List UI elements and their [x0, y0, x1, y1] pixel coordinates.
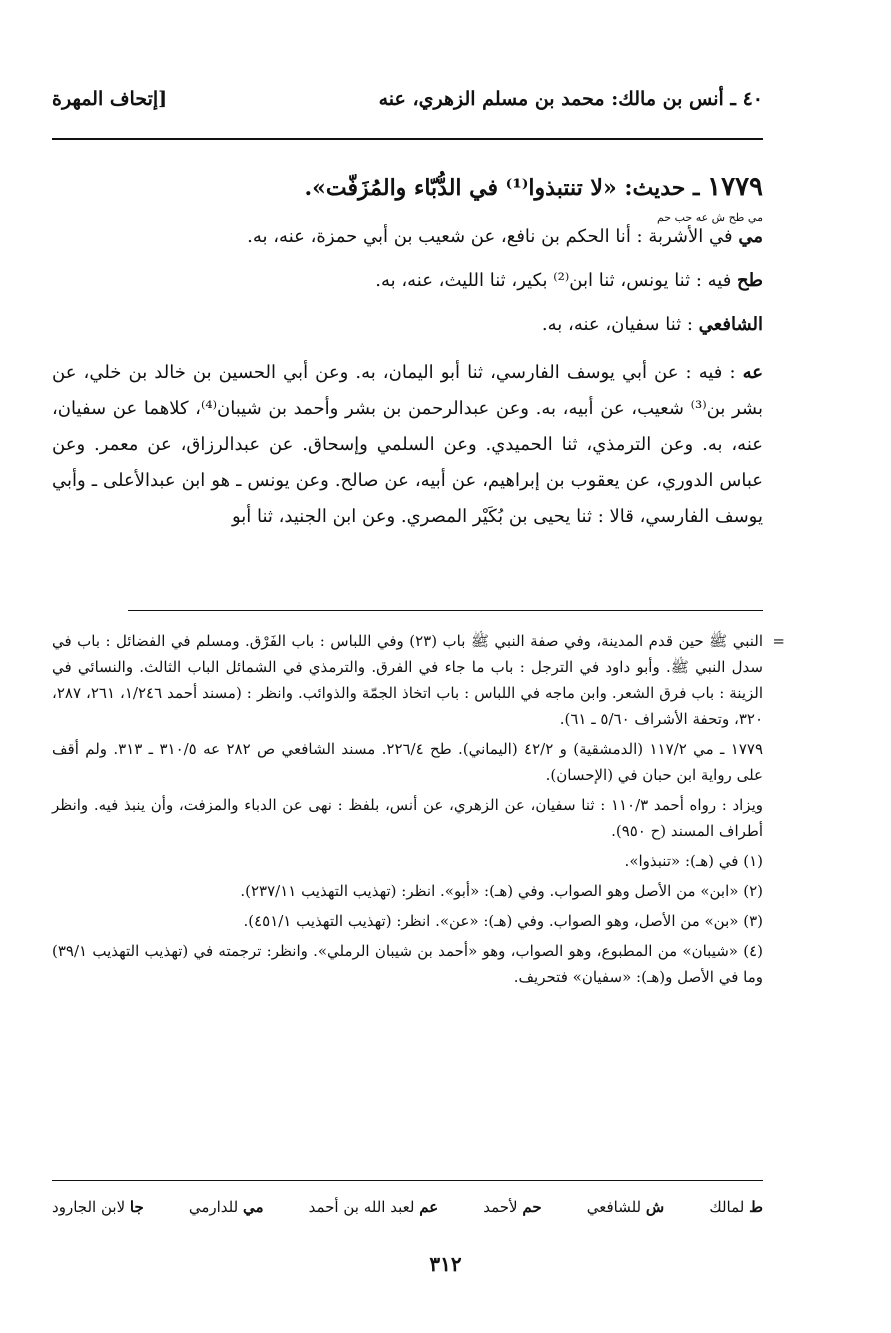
footnote-1: (١) في (هـ): «تنبذوا». — [624, 852, 763, 870]
running-header — [52, 88, 763, 128]
running-header-chapter: ٤٠ ـ أنس بن مالك: محمد بن مسلم الزهري، عنه — [378, 88, 763, 110]
footnote-continued: النبي ﷺ حين قدم المدينة، وفي صفة النبي ﷺ باب (٢٣) وفي اللباس : باب الفَرْق. ومسلم في الفضائل : باب في سدل النبي ﷺ. وأبو داود في الترجل : باب ما جاء في الفرق. والترمذي في الشمائل الباب الثالث. والنسائي في الزينة : باب فرق الشعر. وابن ماجه في اللباس : باب اتخاذ الجمّة والذوائب. وانظر : (مسند أحمد ١/٢٤٦، ٢٦١، ٢٨٧، ٣٢٠، وتحفة الأشراف ٥/٦٠ ـ ٦١). — [52, 632, 764, 728]
sigla-legend — [52, 1198, 763, 1216]
footnote-addition: ويزاد : رواه أحمد ١١٠/٣ : ثنا سفيان، عن الزهري، عن أنس، بلفظ : نهى عن الدباء والمزفت، وأن ينبذ فيه. وانظر أطراف المسند (ح ٩٥٠). — [52, 796, 763, 840]
footnote-2: (٢) «ابن» من الأصل وهو الصواب. وفي (هـ): «أبو». انظر: (تهذيب التهذيب ٢٣٧/١١). — [240, 882, 763, 900]
chain-tahawi — [52, 269, 763, 293]
continuation-mark: = — [772, 632, 785, 650]
chain-text: : ثنا سفيان، عنه، به. — [541, 314, 693, 335]
hadith-heading: ـ حديث: «لا تنتبذوا⁽¹⁾ في الدُّبّاء والمُزَفّت». — [304, 175, 700, 201]
chain-text: : فيه : عن أبي يوسف الفارسي، ثنا أبو اليمان، به. وعن أبي الحسين بن خالد بن خلي، عن بشر بن⁽³⁾ شعيب، عن أبيه، به. وعن عبدالرحمن بن بشر وأحمد بن شيبان⁽⁴⁾، كلاهما عن سفيان، عنه، به. وعن الترمذي، ثنا الحميدي. وعن السلمي وإسحاق. عن عبدالرزاق، عن معمر. وعن عباس الدوري، عن يعقوب بن إبراهيم، عن أبيه، عن صالح. وعن يونس ـ هو ابن عبدالأعلى ـ وأبي يوسف الفارسي، قالا : ثنا يحيى بن بُكَيْر المصري. وعن ابن الجنيد، ثنا أبو — [52, 362, 764, 527]
chain-text: فيه : ثنا يونس، ثنا ابن⁽²⁾ بكير، ثنا الليث، عنه، به. — [375, 270, 732, 291]
chain-darimi — [52, 225, 763, 249]
footnote-3: (٣) «بن» من الأصل، وهو الصواب. وفي (هـ): «عن». انظر: (تهذيب التهذيب ٤٥١/١). — [243, 912, 763, 930]
header-rule — [52, 138, 763, 140]
chain-text: في الأشربة : أنا الحكم بن نافع، عن شعيب بن أبي حمزة، عنه، به. — [247, 226, 733, 247]
sigla-item: ط لمالك — [709, 1198, 763, 1216]
chain-abu-awana — [52, 355, 763, 535]
footnote-sources: ١٧٧٩ ـ مي ١١٧/٢ (الدمشقية) و ٤٢/٢ (اليماني). طح ٢٢٦/٤. مسند الشافعي ص ٢٨٢ عه ٣١٠/٥ ـ ٣١٣. ولم أقف على رواية ابن حبان في (الإحسان). — [52, 740, 764, 784]
sigla-item: ش للشافعي — [586, 1198, 665, 1216]
hadith-number: ١٧٧٩ — [707, 172, 763, 202]
hadith-title — [52, 170, 763, 205]
chain-shafii — [52, 313, 763, 337]
sigla-separator — [52, 1180, 763, 1181]
chain-source: الشافعي — [698, 314, 763, 335]
running-header-book-title: [إتحاف المهرة — [52, 88, 168, 110]
page-number: ٣١٢ — [429, 1252, 462, 1276]
footnote-4: (٤) «شيبان» من المطبوع، وهو الصواب، وهو «أحمد بن شيبان الرملي». وانظر: ترجمته في (تهذيب التهذيب ٣٩/١) وما في الأصل و(هـ): «سفيان» فتحريف. — [52, 942, 763, 986]
sigla-item: جا لابن الجارود — [52, 1198, 144, 1216]
sigla-item: حم لأحمد — [483, 1198, 542, 1216]
footnotes — [52, 628, 785, 994]
sigla-item: عم لعبد الله بن أحمد — [308, 1198, 439, 1216]
footnote-separator — [128, 610, 763, 611]
hadith-sigla-summary: مي طح ش عه حب حم — [656, 211, 763, 224]
chain-source: عه — [742, 362, 763, 383]
main-text — [52, 170, 763, 535]
sigla-item: مي للدارمي — [188, 1198, 264, 1216]
chain-source: طح — [737, 270, 763, 291]
chain-source: مي — [738, 226, 763, 247]
